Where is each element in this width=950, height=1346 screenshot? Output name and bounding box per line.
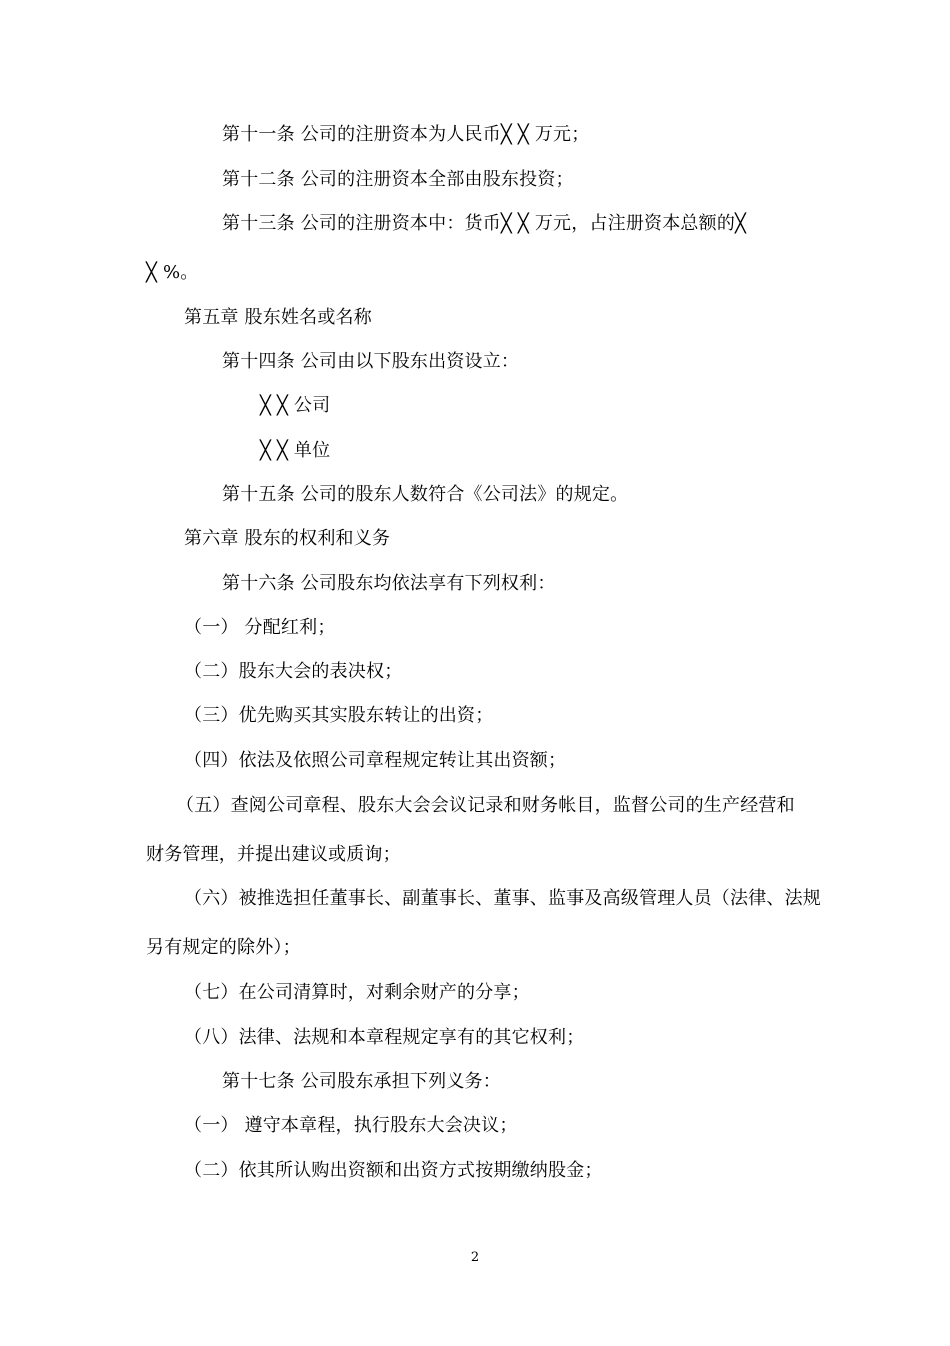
article-14: 第十四条 公司由以下股东出资设立：	[222, 351, 520, 372]
shareholder-company: ╳ ╳ 公司	[260, 395, 331, 416]
right-item-5-line2: 财务管理，并提出建议或质询；	[146, 844, 401, 865]
article-12: 第十二条 公司的注册资本全部由股东投资；	[222, 169, 574, 190]
chapter-6-heading: 第六章 股东的权利和义务	[184, 528, 391, 549]
right-item-2: （二）股东大会的表决权；	[184, 661, 403, 682]
shareholder-unit: ╳ ╳ 单位	[260, 440, 331, 461]
page-number: 2	[470, 1250, 480, 1265]
right-item-6-line2: 另有规定的除外）；	[146, 937, 301, 958]
chapter-5-heading: 第五章 股东姓名或名称	[184, 307, 372, 328]
duty-item-1: （一） 遵守本章程，执行股东大会决议；	[184, 1115, 518, 1136]
right-item-7: （七）在公司清算时，对剩余财产的分享；	[184, 982, 530, 1003]
right-item-8: （八）法律、法规和本章程规定享有的其它权利；	[184, 1027, 585, 1048]
right-item-4: （四）依法及依照公司章程规定转让其出资额；	[184, 750, 567, 771]
right-item-5-line1: （五）查阅公司章程、股东大会会议记录和财务帐目，监督公司的生产经营和	[176, 795, 795, 816]
article-13-line2: ╳ %。	[146, 262, 199, 283]
article-17: 第十七条 公司股东承担下列义务：	[222, 1071, 501, 1092]
right-item-3: （三）优先购买其实股东转让的出资；	[184, 705, 494, 726]
duty-item-2: （二）依其所认购出资额和出资方式按期缴纳股金；	[184, 1160, 603, 1181]
article-11: 第十一条 公司的注册资本为人民币╳ ╳ 万元；	[222, 124, 590, 145]
right-item-1: （一） 分配红利；	[184, 617, 336, 638]
article-16: 第十六条 公司股东均依法享有下列权利：	[222, 573, 556, 594]
article-15: 第十五条 公司的股东人数符合《公司法》的规定。	[222, 484, 629, 505]
article-13-line1: 第十三条 公司的注册资本中：货币╳ ╳ 万元，占注册资本总额的╳	[222, 213, 747, 234]
right-item-6-line1: （六）被推选担任董事长、副董事长、董事、监事及高级管理人员（法律、法规	[184, 888, 821, 909]
